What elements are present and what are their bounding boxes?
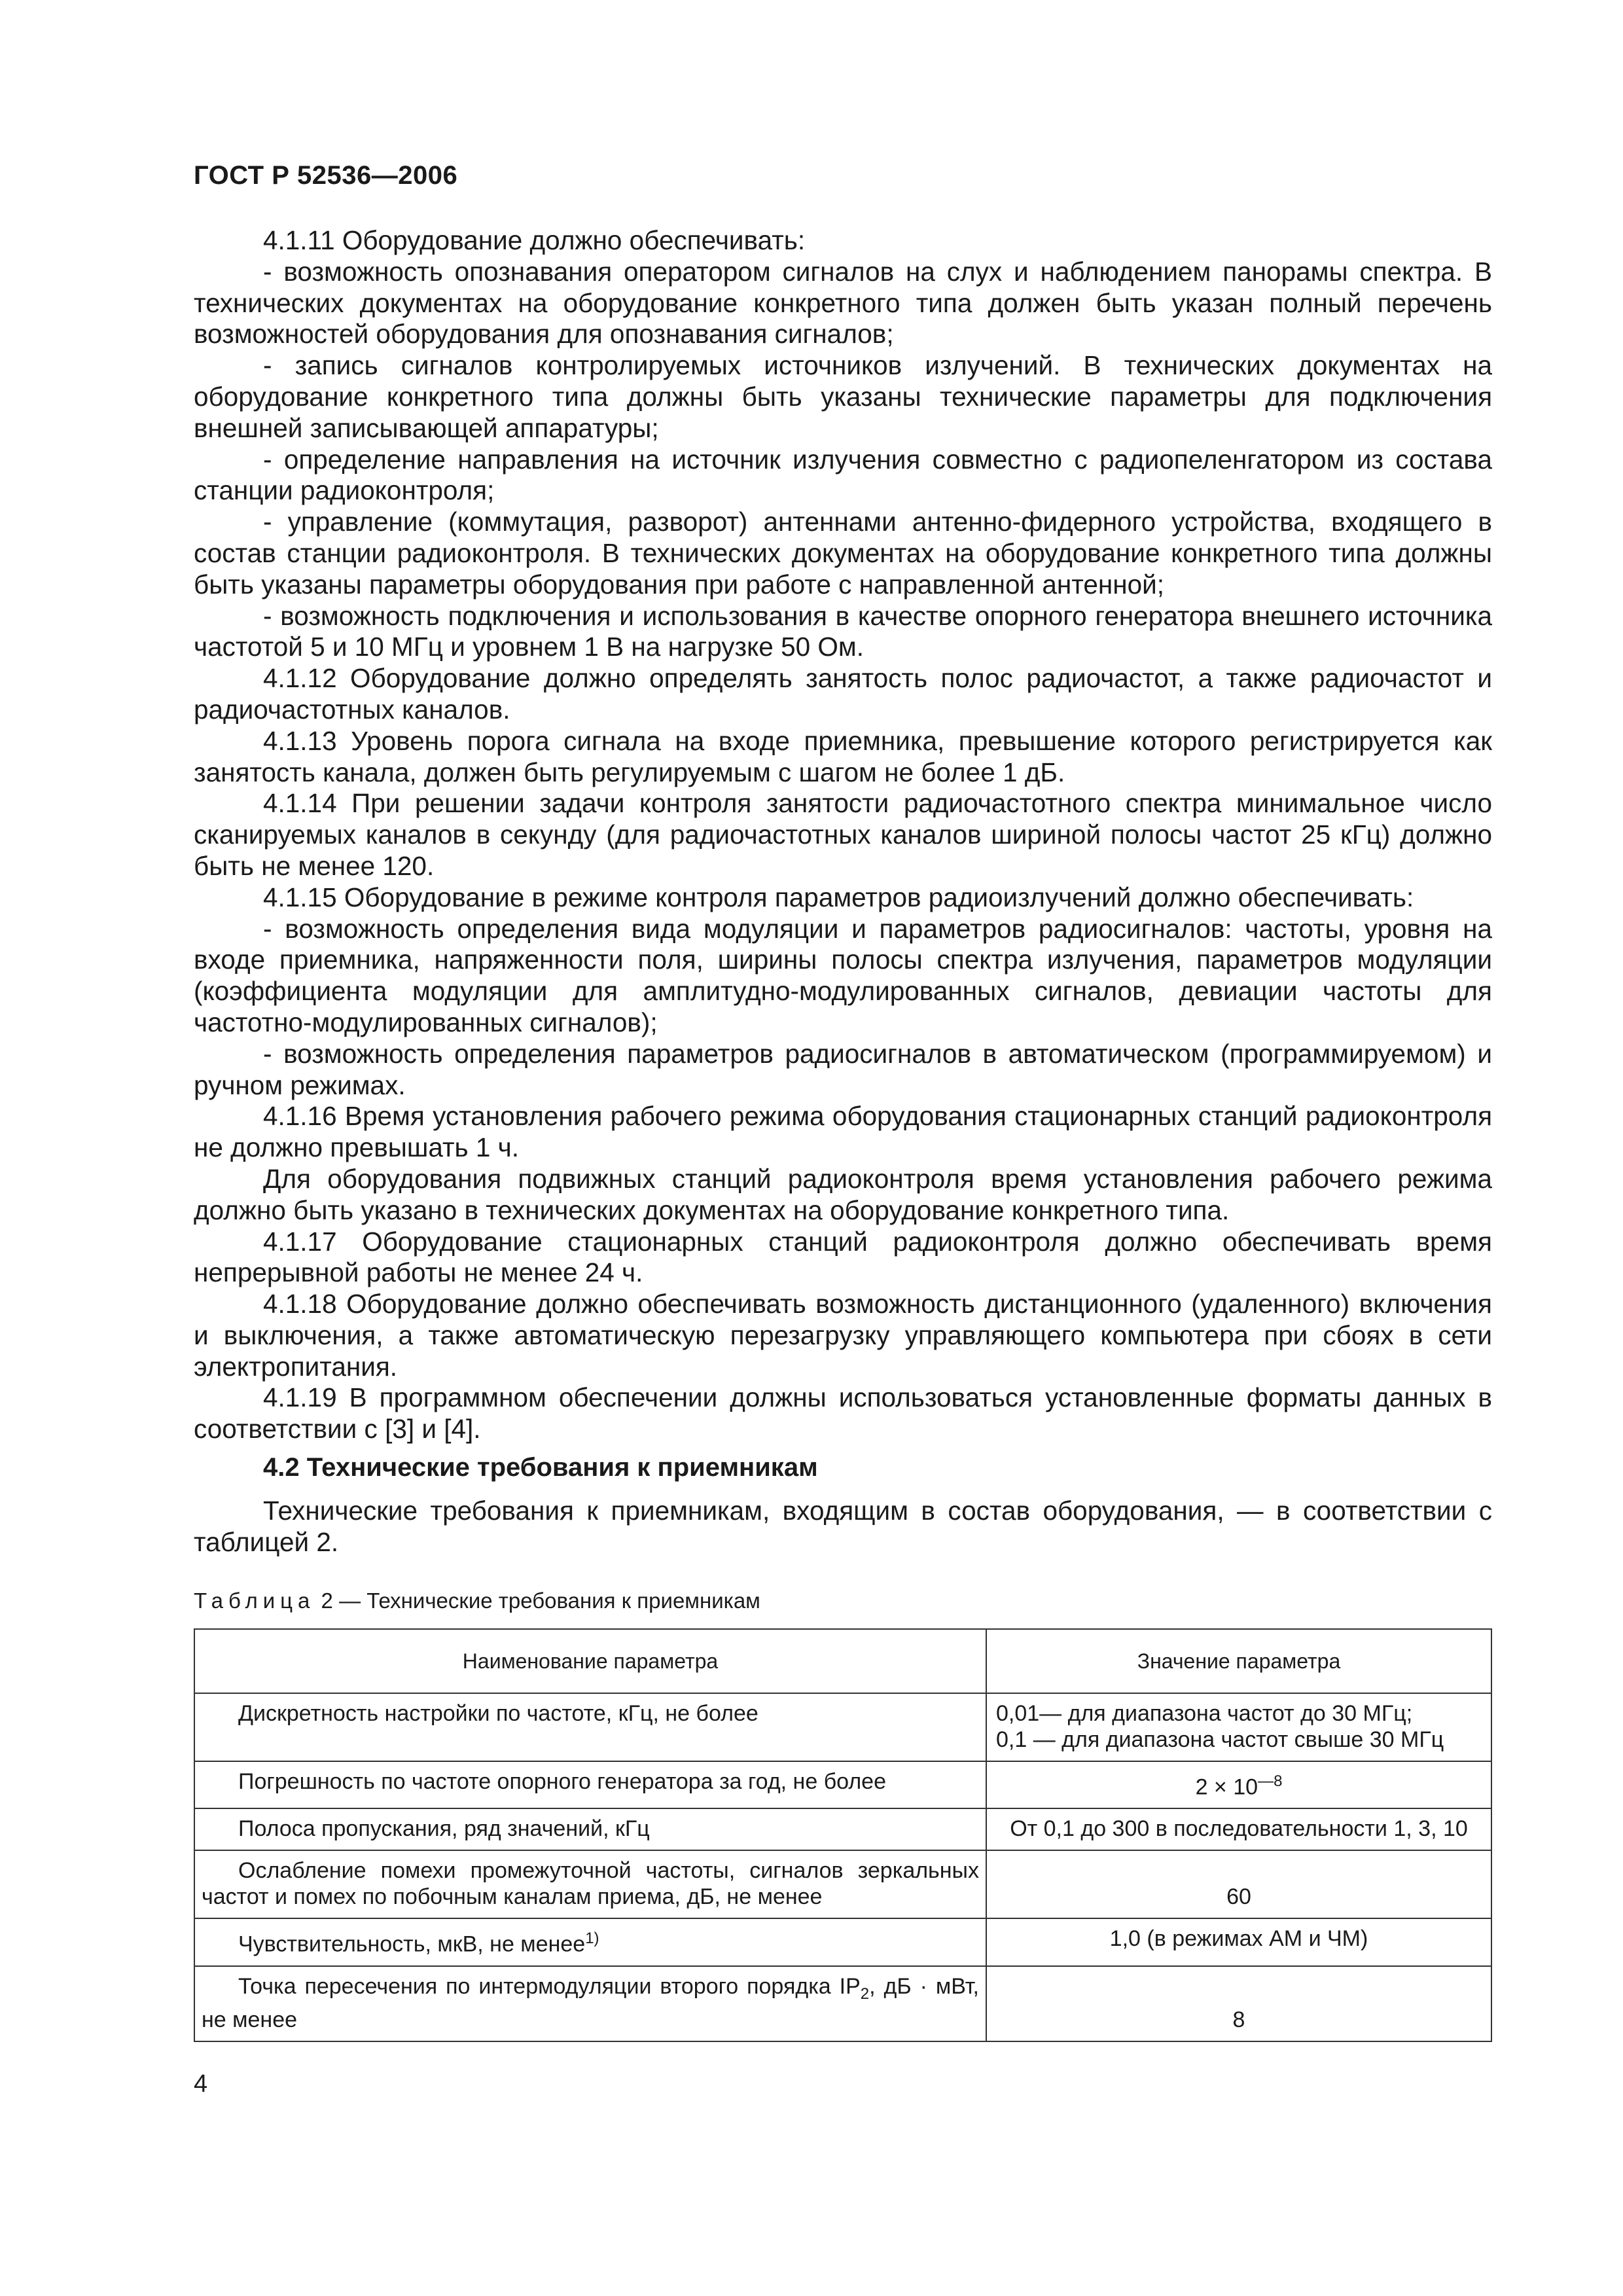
- value-line: 0,1 — для диапазона частот свыше 30 МГц: [996, 1727, 1444, 1752]
- value-cell: 1,0 (в режимах АМ и ЧМ): [986, 1918, 1491, 1965]
- table-caption-word: Таблица: [194, 1588, 315, 1613]
- paragraph: 4.1.11 Оборудование должно обеспечивать:: [263, 225, 806, 255]
- paragraph: - возможность определения вида модуляции и параметров радиосигналов: частоты, уровня на входе приемника, напряженности поля, ширины полосы спектра излучения, параметров модуляции (коэффициента модуляции для амплитудно-модулированных сигналов, девиации частоты для частотно-модулированных сигналов);: [194, 913, 1492, 1037]
- value-cell: От 0,1 до 300 в последовательности 1, 3, 10: [986, 1808, 1491, 1850]
- paragraph: - управление (коммутация, разворот) антеннами антенно-фидерного устройства, входящего в состав станции радиоконтроля. В технических документах на оборудование конкретного типа должны быть указаны параметры оборудования при работе с направленной антенной;: [194, 507, 1492, 600]
- requirements-table: [194, 1628, 1492, 2042]
- param-cell: [194, 1808, 986, 1850]
- value-cell: [986, 1761, 1491, 1808]
- paragraph: - определение направления на источник излучения совместно с радиопеленгатором из состава станции радиоконтроля;: [194, 444, 1492, 506]
- value-cell: 8: [986, 1966, 1491, 2042]
- param-text: Полоса пропускания, ряд значений, кГц: [238, 1816, 650, 1842]
- paragraph: 4.1.12 Оборудование должно определять занятость полос радиочастот, а также радиочастот и радиочастотных каналов.: [194, 663, 1492, 725]
- paragraph: Для оборудования подвижных станций радиоконтроля время установления рабочего режима должно быть указано в технических документах на оборудование конкретного типа.: [194, 1163, 1492, 1225]
- param-text: Погрешность по частоте опорного генератора за год, не более: [238, 1769, 886, 1794]
- table-row: [194, 1966, 1491, 2042]
- value-line: 0,01— для диапазона частот до 30 МГц;: [996, 1701, 1413, 1726]
- paragraph: 4.1.14 При решении задачи контроля занятости радиочастотного спектра минимальное число сканируемых каналов в секунду (для радиочастотных каналов шириной полосы частот 25 кГц) должно быть не менее 120.: [194, 788, 1492, 881]
- body-text: [194, 225, 1492, 1445]
- param-text: [202, 1926, 979, 1957]
- paragraph: 4.1.16 Время установления рабочего режима оборудования стационарных станций радиоконтроля не должно превышать 1 ч.: [194, 1101, 1492, 1163]
- paragraph: 4.1.17 Оборудование стационарных станций радиоконтроля должно обеспечивать время непрерывной работы не менее 24 ч.: [194, 1226, 1492, 1288]
- param-cell: [194, 1966, 986, 2042]
- column-header-parameter: Наименование параметра: [194, 1629, 986, 1693]
- value-cell: 60: [986, 1850, 1491, 1918]
- param-cell: [194, 1918, 986, 1965]
- document-header: ГОСТ Р 52536—2006: [194, 161, 458, 190]
- param-text: [202, 1973, 979, 2034]
- param-cell: [194, 1850, 986, 1918]
- table-caption-text: 2 — Технические требования к приемникам: [315, 1588, 760, 1613]
- paragraph: - возможность опознавания оператором сигналов на слух и наблюдением панорамы спектра. В технических документах на оборудование конкретного типа должен быть указан полный перечень возможностей оборудования для опознавания сигналов;: [194, 256, 1492, 350]
- param-cell: [194, 1693, 986, 1761]
- table-caption: [194, 1588, 760, 1613]
- table-row: [194, 1850, 1491, 1918]
- paragraph: - запись сигналов контролируемых источников излучений. В технических документах на оборудование конкретного типа должны быть указаны технические параметры для подключения внешней записывающей аппаратуры;: [194, 350, 1492, 443]
- param-text: Ослабление помехи промежуточной частоты, сигналов зеркальных частот и помех по побочным каналам приема, дБ, не менее: [202, 1858, 979, 1910]
- table-row: [194, 1808, 1491, 1850]
- paragraph: 4.1.13 Уровень порога сигнала на входе приемника, превышение которого регистрируется как занятость канала, должен быть регулируемым с шагом не более 1 дБ.: [194, 725, 1492, 787]
- paragraph: 4.1.19 В программном обеспечении должны использоваться установленные форматы данных в соответствии с [3] и [4].: [194, 1382, 1492, 1444]
- value-exponent: —8: [1258, 1772, 1283, 1790]
- subscript: 2: [860, 1984, 870, 2003]
- value-cell: [986, 1693, 1491, 1761]
- table-row: [194, 1761, 1491, 1808]
- paragraph: - возможность подключения и использования в качестве опорного генератора внешнего источника частотой 5 и 10 МГц и уровнем 1 В на нагрузке 50 Ом.: [194, 600, 1492, 662]
- param-text: Дискретность настройки по частоте, кГц, не более: [238, 1701, 758, 1726]
- column-header-value: Значение параметра: [986, 1629, 1491, 1693]
- param-label: Точка пересечения по интермодуляции второго порядка IP: [238, 1973, 861, 1999]
- section-title: 4.2 Технические требования к приемникам: [263, 1453, 818, 1482]
- table-row: [194, 1918, 1491, 1965]
- page-number: 4: [194, 2070, 208, 2098]
- table-header-row: [194, 1629, 1491, 1693]
- paragraph: 4.1.18 Оборудование должно обеспечивать возможность дистанционного (удаленного) включения и выключения, а также автоматическую перезагрузку управляющего компьютера при сбоях в сети электропитания.: [194, 1289, 1492, 1382]
- footnote-marker: 1): [585, 1929, 599, 1948]
- section-intro: Технические требования к приемникам, входящим в состав оборудования, — в соответствии с таблицей 2.: [194, 1496, 1492, 1557]
- table-row: [194, 1693, 1491, 1761]
- paragraph: - возможность определения параметров радиосигналов в автоматическом (программируемом) и ручном режимах.: [194, 1038, 1492, 1100]
- param-label-tail: , дБ · мВт, не менее: [202, 1973, 980, 2033]
- paragraph: 4.1.15 Оборудование в режиме контроля параметров радиоизлучений должно обеспечивать:: [263, 882, 1414, 912]
- param-cell: [194, 1761, 986, 1808]
- param-label: Чувствительность, мкВ, не менее: [238, 1931, 586, 1957]
- value-base: 2 × 10: [1195, 1774, 1258, 1800]
